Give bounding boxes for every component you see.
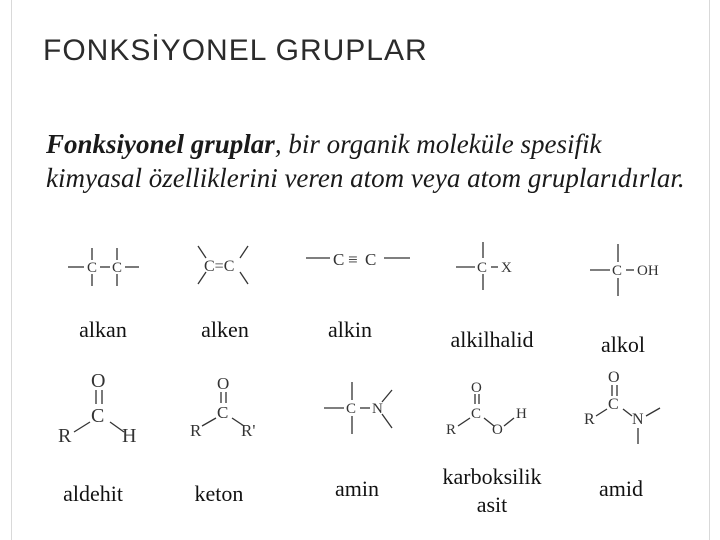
amid-structure bbox=[580, 364, 674, 452]
karboksilik-atom-c: C bbox=[471, 406, 482, 422]
amin-atom-c: C bbox=[346, 401, 357, 417]
keton-structure bbox=[186, 372, 264, 442]
amid-atom-c: C bbox=[608, 396, 619, 413]
left-border-line bbox=[11, 0, 12, 540]
alken-structure bbox=[186, 236, 258, 298]
karboksilik-atom-r: R bbox=[446, 422, 457, 438]
amin-atom-n: N bbox=[372, 401, 383, 417]
alkan-atom-1: C bbox=[87, 260, 98, 276]
karboksilik-atom-h: H bbox=[516, 406, 527, 422]
keton-atom-c: C bbox=[217, 403, 229, 422]
keton-atom-o: O bbox=[217, 374, 230, 393]
alkin-atom-1: C bbox=[333, 250, 345, 269]
alkan-atom-2: C bbox=[112, 260, 123, 276]
aldehit-atom-o: O bbox=[91, 370, 106, 392]
label-keton: keton bbox=[194, 481, 244, 506]
karboksilik-atom-o2: O bbox=[492, 422, 503, 438]
alkilhalid-structure bbox=[450, 234, 516, 296]
aldehit-structure bbox=[52, 366, 144, 448]
label-alkol: alkol bbox=[601, 332, 645, 357]
label-aldehit: aldehit bbox=[63, 481, 123, 506]
alkol-structure bbox=[582, 234, 666, 304]
label-alkan: alkan bbox=[79, 317, 127, 342]
intro-paragraph bbox=[46, 127, 686, 195]
aldehit-atom-r: R bbox=[58, 425, 72, 447]
karboksilik-asit-structure bbox=[442, 376, 542, 438]
alkin-structure bbox=[300, 244, 416, 274]
intro-text: , bir organik moleküle spesifik kimyasal özelliklerini veren atom veya atom gruplarıdırlar. bbox=[46, 129, 685, 193]
keton-atom-r: R bbox=[190, 421, 202, 440]
amid-atom-o: O bbox=[608, 369, 620, 386]
label-amid: amid bbox=[599, 476, 643, 501]
aldehit-atom-h: H bbox=[122, 425, 137, 447]
label-karboksilik-asit-line2: asit bbox=[476, 492, 508, 517]
label-alkilhalid: alkilhalid bbox=[450, 327, 534, 352]
alkan-structure bbox=[63, 240, 143, 298]
alkilhalid-atom-x: X bbox=[501, 260, 512, 276]
alkol-atom-oh: OH bbox=[637, 263, 659, 279]
alkol-atom-c: C bbox=[612, 263, 623, 279]
alken-atoms: C=C bbox=[204, 258, 235, 275]
intro-emphasis: Fonksiyonel gruplar bbox=[46, 129, 275, 159]
amin-structure bbox=[318, 372, 402, 442]
amid-atom-r: R bbox=[584, 411, 595, 428]
aldehit-atom-c: C bbox=[91, 405, 105, 427]
alkin-atom-2: C bbox=[365, 250, 377, 269]
slide-title: FONKSİYONEL GRUPLAR bbox=[43, 34, 428, 67]
karboksilik-atom-o1: O bbox=[471, 380, 482, 396]
label-karboksilik-asit-line1: karboksilik bbox=[442, 464, 542, 489]
label-alken: alken bbox=[201, 317, 249, 342]
alkilhalid-atom-c: C bbox=[477, 260, 488, 276]
alkin-triple-bond: ≡ bbox=[348, 250, 358, 269]
label-alkin: alkin bbox=[328, 317, 372, 342]
right-border-line bbox=[709, 0, 710, 540]
amid-atom-n: N bbox=[632, 411, 644, 428]
keton-atom-r-prime: R' bbox=[241, 421, 256, 440]
label-amin: amin bbox=[335, 476, 379, 501]
